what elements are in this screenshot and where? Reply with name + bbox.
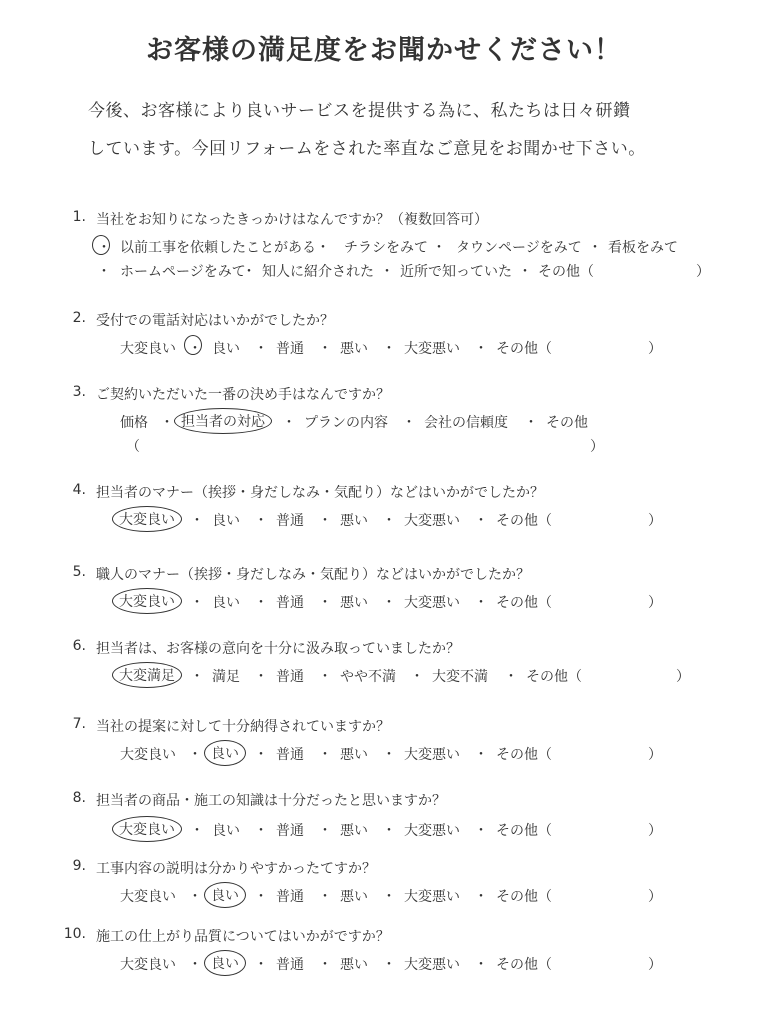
question-text: 当社の提案に対して十分納得されていますか？ bbox=[96, 719, 390, 735]
option[interactable]: 普通 bbox=[276, 889, 304, 905]
option[interactable]: 普通 bbox=[276, 595, 304, 611]
bullet: ・ bbox=[282, 415, 296, 431]
bullet: ・ bbox=[474, 823, 488, 839]
bullet: ・ bbox=[474, 889, 488, 905]
question-text: 職人のマナー（挨拶・身だしなみ・気配り）などはいかがでしたか？ bbox=[96, 567, 530, 583]
bullet: ・ bbox=[190, 595, 204, 611]
option-previous-work[interactable]: 以前工事を依頼したことがある bbox=[120, 240, 316, 256]
option-homepage[interactable]: ホームページをみて bbox=[120, 264, 246, 280]
bullet: ・ bbox=[524, 415, 538, 431]
bullet: ・ bbox=[318, 595, 332, 611]
option[interactable]: 大変良い bbox=[120, 889, 176, 905]
bullet: ・ bbox=[588, 240, 602, 256]
open-paren: （ bbox=[126, 439, 140, 455]
option-other[interactable]: その他（ bbox=[496, 889, 552, 905]
intro-text bbox=[88, 92, 728, 168]
option[interactable]: 会社の信頼度 bbox=[424, 415, 508, 431]
option[interactable]: 良い bbox=[212, 595, 240, 611]
bullet: ・ bbox=[318, 823, 332, 839]
close-paren: ） bbox=[676, 669, 690, 685]
option[interactable]: 悪い bbox=[340, 957, 368, 973]
bullet: ・ bbox=[254, 669, 268, 685]
option-neighborhood[interactable]: 近所で知っていた bbox=[400, 264, 512, 280]
option-selected[interactable]: 大変良い bbox=[112, 506, 182, 532]
question-number: 1. bbox=[72, 209, 86, 225]
bullet: ・ bbox=[254, 595, 268, 611]
option[interactable]: 普通 bbox=[276, 341, 304, 357]
question-text: 担当者のマナー（挨拶・身だしなみ・気配り）などはいかがでしたか？ bbox=[96, 485, 544, 501]
option[interactable]: 大変良い bbox=[120, 957, 176, 973]
option[interactable]: 良い bbox=[212, 513, 240, 529]
bullet: ・ bbox=[97, 240, 111, 256]
option[interactable]: 普通 bbox=[276, 957, 304, 973]
option[interactable]: 普通 bbox=[276, 669, 304, 685]
close-paren: ） bbox=[648, 595, 662, 611]
bullet: ・ bbox=[380, 264, 394, 280]
option-town-page[interactable]: タウンページをみて bbox=[456, 240, 582, 256]
option-other[interactable]: その他（ bbox=[538, 264, 594, 280]
survey-title: お客様の満足度をお聞かせください！ bbox=[146, 35, 622, 66]
option[interactable]: 大変不満 bbox=[432, 669, 488, 685]
option[interactable]: 大変良い bbox=[120, 341, 176, 357]
option-other[interactable]: その他（ bbox=[496, 595, 552, 611]
bullet: ・ bbox=[190, 669, 204, 685]
question-number: 3. bbox=[72, 384, 86, 400]
option-selected[interactable]: 担当者の対応 bbox=[174, 408, 272, 434]
option[interactable]: 大変悪い bbox=[404, 823, 460, 839]
option[interactable]: 悪い bbox=[340, 823, 368, 839]
question-number: 7. bbox=[72, 716, 86, 732]
bullet: ・ bbox=[242, 264, 256, 280]
bullet: ・ bbox=[190, 513, 204, 529]
bullet: ・ bbox=[318, 341, 332, 357]
bullet: ・ bbox=[474, 341, 488, 357]
bullet: ・ bbox=[474, 595, 488, 611]
bullet: ・ bbox=[254, 823, 268, 839]
option-selected[interactable]: 大変満足 bbox=[112, 662, 182, 688]
option-selected[interactable]: 良い bbox=[204, 950, 246, 976]
question-number: 2. bbox=[72, 310, 86, 326]
bullet: ・ bbox=[254, 341, 268, 357]
question-text: 工事内容の説明は分かりやすかったてすか？ bbox=[96, 861, 376, 877]
question-number: 6. bbox=[72, 638, 86, 654]
bullet: ・ bbox=[318, 747, 332, 763]
question-text: 施工の仕上がり品質についてはいかがですか？ bbox=[96, 929, 390, 945]
bullet: ・ bbox=[188, 747, 202, 763]
bullet: ・ bbox=[188, 341, 202, 357]
question-text: 担当者は、お客様の意向を十分に汲み取っていましたか？ bbox=[96, 641, 460, 657]
question-text: ご契約いただいた一番の決め手はなんですか？ bbox=[96, 387, 390, 403]
bullet: ・ bbox=[254, 889, 268, 905]
close-paren: ） bbox=[696, 264, 710, 280]
option[interactable]: 普通 bbox=[276, 513, 304, 529]
bullet: ・ bbox=[254, 957, 268, 973]
option[interactable]: 大変悪い bbox=[404, 889, 460, 905]
question-number: 9. bbox=[72, 858, 86, 874]
option[interactable]: 普通 bbox=[276, 747, 304, 763]
bullet: ・ bbox=[160, 415, 174, 431]
option[interactable]: 大変悪い bbox=[404, 341, 460, 357]
option[interactable]: 悪い bbox=[340, 889, 368, 905]
option[interactable]: 大変良い bbox=[120, 747, 176, 763]
option-other[interactable]: その他（ bbox=[526, 669, 582, 685]
question-number: 10. bbox=[63, 926, 86, 942]
bullet: ・ bbox=[382, 957, 396, 973]
close-paren: ） bbox=[590, 439, 604, 455]
close-paren: ） bbox=[648, 341, 662, 357]
question-number: 5. bbox=[72, 564, 86, 580]
option[interactable]: 悪い bbox=[340, 513, 368, 529]
option-other[interactable]: その他（ bbox=[496, 957, 552, 973]
option[interactable]: 大変悪い bbox=[404, 595, 460, 611]
option[interactable]: 満足 bbox=[212, 669, 240, 685]
bullet: ・ bbox=[382, 889, 396, 905]
bullet: ・ bbox=[474, 957, 488, 973]
option-selected[interactable]: 良い bbox=[212, 341, 240, 357]
close-paren: ） bbox=[648, 823, 662, 839]
option[interactable]: 価格 bbox=[120, 415, 148, 431]
option-selected[interactable]: 大変良い bbox=[112, 588, 182, 614]
option-other[interactable]: その他（ bbox=[496, 341, 552, 357]
option-other[interactable]: その他（ bbox=[496, 513, 552, 529]
option-referral[interactable]: 知人に紹介された bbox=[262, 264, 374, 280]
bullet: ・ bbox=[318, 889, 332, 905]
option[interactable]: 大変悪い bbox=[404, 957, 460, 973]
option-selected[interactable]: 大変良い bbox=[112, 816, 182, 842]
bullet: ・ bbox=[316, 240, 330, 256]
option[interactable]: プランの内容 bbox=[304, 415, 388, 431]
option-flyer[interactable]: チラシをみて bbox=[344, 240, 428, 256]
option-other[interactable]: その他（ bbox=[496, 747, 552, 763]
option[interactable]: 大変悪い bbox=[404, 747, 460, 763]
question-text: 担当者の商品・施工の知識は十分だったと思いますか？ bbox=[96, 793, 446, 809]
option-signboard[interactable]: 看板をみて bbox=[608, 240, 678, 256]
question-number: 4. bbox=[72, 482, 86, 498]
bullet: ・ bbox=[504, 669, 518, 685]
close-paren: ） bbox=[648, 957, 662, 973]
bullet: ・ bbox=[318, 957, 332, 973]
option[interactable]: 普通 bbox=[276, 823, 304, 839]
bullet: ・ bbox=[432, 240, 446, 256]
bullet: ・ bbox=[410, 669, 424, 685]
option-selected[interactable]: 良い bbox=[204, 740, 246, 766]
bullet: ・ bbox=[190, 823, 204, 839]
intro-line-2: しています。今回リフォームをされた率直なご意見をお聞かせ下さい。 bbox=[88, 139, 646, 159]
close-paren: ） bbox=[648, 513, 662, 529]
option-selected[interactable]: 良い bbox=[204, 882, 246, 908]
bullet: ・ bbox=[382, 823, 396, 839]
question-text: 当社をお知りになったきっかけはなんですか？（複数回答可） bbox=[96, 212, 488, 228]
bullet: ・ bbox=[474, 513, 488, 529]
bullet: ・ bbox=[318, 513, 332, 529]
option[interactable]: やや不満 bbox=[340, 669, 396, 685]
bullet: ・ bbox=[97, 264, 111, 280]
bullet: ・ bbox=[382, 595, 396, 611]
option-other[interactable]: その他（ bbox=[496, 823, 552, 839]
bullet: ・ bbox=[254, 513, 268, 529]
option[interactable]: 悪い bbox=[340, 595, 368, 611]
bullet: ・ bbox=[382, 747, 396, 763]
bullet: ・ bbox=[518, 264, 532, 280]
question-number: 8. bbox=[72, 790, 86, 806]
bullet: ・ bbox=[474, 747, 488, 763]
bullet: ・ bbox=[402, 415, 416, 431]
intro-line-1: 今後、お客様により良いサービスを提供する為に、私たちは日々研鑽 bbox=[88, 101, 631, 121]
close-paren: ） bbox=[648, 747, 662, 763]
close-paren: ） bbox=[648, 889, 662, 905]
bullet: ・ bbox=[382, 341, 396, 357]
option[interactable]: 良い bbox=[212, 823, 240, 839]
option[interactable]: 悪い bbox=[340, 747, 368, 763]
option[interactable]: 悪い bbox=[340, 341, 368, 357]
option-other[interactable]: その他 bbox=[546, 415, 588, 431]
bullet: ・ bbox=[254, 747, 268, 763]
bullet: ・ bbox=[382, 513, 396, 529]
bullet: ・ bbox=[188, 957, 202, 973]
bullet: ・ bbox=[188, 889, 202, 905]
option[interactable]: 大変悪い bbox=[404, 513, 460, 529]
bullet: ・ bbox=[318, 669, 332, 685]
question-text: 受付での電話対応はいかがでしたか？ bbox=[96, 313, 334, 329]
